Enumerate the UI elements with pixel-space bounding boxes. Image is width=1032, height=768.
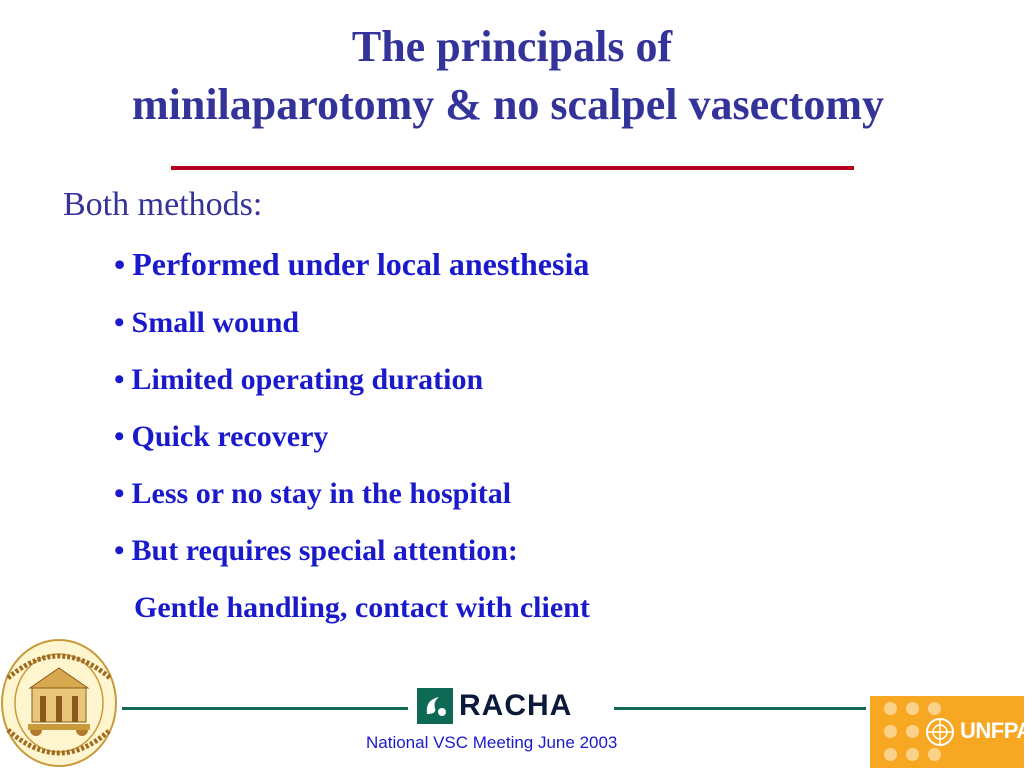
slide-title-line-1: The principals of <box>351 22 673 71</box>
decorative-dot <box>906 702 919 715</box>
bullet-item <box>114 244 589 284</box>
footer-rule-right <box>614 707 866 710</box>
footer-text: National VSC Meeting June 2003 <box>366 733 618 752</box>
footer-rule-left <box>122 707 408 710</box>
unfpa-logo <box>870 696 1032 768</box>
intro-text: Both methods: <box>63 186 263 223</box>
bullet-mark: • <box>114 363 125 396</box>
racha-logo-icon <box>417 688 453 724</box>
bullet-text: Limited operating duration <box>131 363 484 396</box>
bullet-text: Small wound <box>131 306 300 339</box>
bullet-mark: • <box>114 246 126 282</box>
bullet-item <box>114 360 483 400</box>
decorative-dot <box>884 748 897 761</box>
un-globe-icon <box>925 717 955 747</box>
bullet-mark: • <box>114 420 125 453</box>
bullet-text: Quick recovery <box>131 420 329 453</box>
bullet-item <box>114 417 328 457</box>
bullet-text: But requires special attention: <box>131 534 518 567</box>
decorative-dot <box>906 748 919 761</box>
bullet-mark: • <box>114 306 125 339</box>
cambodia-ministry-seal-icon <box>0 638 118 768</box>
bullet-mark: • <box>114 477 125 510</box>
racha-logo <box>417 688 572 724</box>
decorative-dot <box>884 725 897 738</box>
racha-logo-text: RACHA <box>459 689 573 722</box>
bullet-text: Less or no stay in the hospital <box>131 477 512 510</box>
decorative-dot <box>884 702 897 715</box>
bullet-item <box>114 474 511 514</box>
decorative-dot <box>906 725 919 738</box>
slide-title-line-2: minilaparotomy & no scalpel vasectomy <box>131 80 885 129</box>
unfpa-logo-text: UNFPA <box>960 718 1032 743</box>
bullet-item <box>114 303 299 343</box>
bullet-mark: • <box>114 534 125 567</box>
bullet-text: Performed under local anesthesia <box>132 246 590 282</box>
decorative-dot <box>928 748 941 761</box>
decorative-dot <box>928 702 941 715</box>
title-underline <box>171 166 854 170</box>
sub-point-text: Gentle handling, contact with client <box>134 591 590 624</box>
bullet-item <box>114 531 518 571</box>
